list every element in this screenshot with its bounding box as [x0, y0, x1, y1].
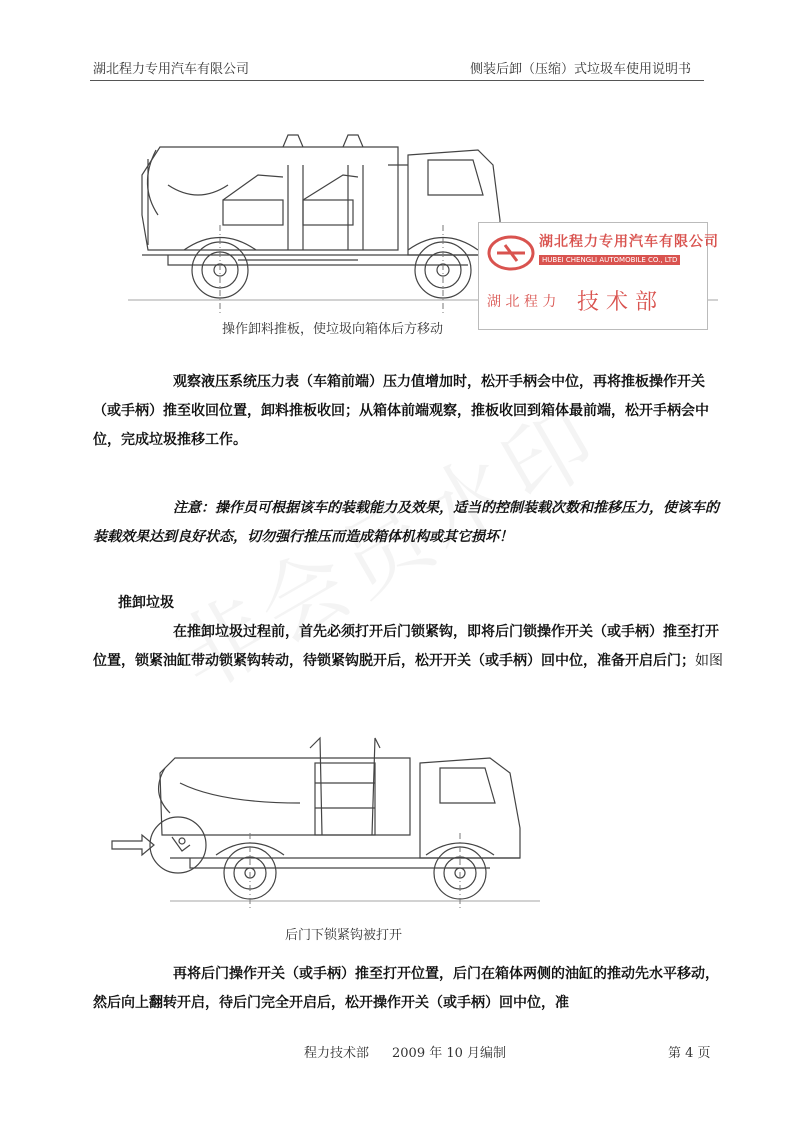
- paragraph-2-text: 在推卸垃圾过程前，首先必须打开后门锁紧钩，即将后门锁操作开关（或手柄）推至打开位置，锁紧油缸带动锁紧钩转动，待锁紧钩脱开后，松开开关（或手柄）回中位，准备开启后门；: [93, 624, 719, 669]
- figure2-caption: 后门下锁紧钩被打开: [285, 928, 403, 943]
- header-divider: [90, 80, 704, 81]
- company-stamp: [478, 222, 719, 330]
- header-doc-title: 侧装后卸（压缩）式垃圾车使用说明书: [470, 62, 692, 77]
- paragraph-3: 再将后门操作开关（或手柄）推至打开位置，后门在箱体两侧的油缸的推动先水平移动，然后向上翻转开启，待后门完全开启后，松开操作开关（或手柄）回中位，准: [93, 966, 719, 1011]
- paragraph-2: [93, 618, 725, 676]
- truck-drawing-2: [110, 733, 540, 913]
- header-company: 湖北程力专用汽车有限公司: [93, 62, 250, 77]
- figure1-caption: 操作卸料推板，使垃圾向箱体后方移动: [222, 322, 444, 337]
- stamp-name-en: HUBEI CHENGLI AUTOMOBILE CO., LTD: [539, 255, 680, 265]
- paragraph-2-tail: 如图: [695, 653, 723, 669]
- section-heading: 推卸垃圾: [118, 595, 174, 611]
- stamp-dept-right: 技 术 部: [577, 290, 657, 315]
- footer-dept: 程力技术部: [304, 1046, 370, 1061]
- footer-page: 第 4 页: [668, 1046, 711, 1061]
- footer-date: 2009 年 10 月编制: [392, 1046, 507, 1061]
- paragraph-1: 观察液压系统压力表（车箱前端）压力值增加时，松开手柄会中位，再将推板操作开关（或手柄）推至收回位置，卸料推板收回；从箱体前端观察，推板收回到箱体最前端，松开手柄会中位，完成垃圾推移工作。: [93, 374, 709, 448]
- stamp-name-cn: 湖北程力专用汽车有限公司: [539, 234, 719, 250]
- stamp-dept-left: 湖 北 程 力: [487, 294, 557, 310]
- note-paragraph: 注意：操作员可根据该车的装载能力及效果，适当的控制装载次数和推移压力，使该车的装载效果达到良好状态，切勿强行推压而造成箱体机构或其它损坏！: [93, 500, 719, 545]
